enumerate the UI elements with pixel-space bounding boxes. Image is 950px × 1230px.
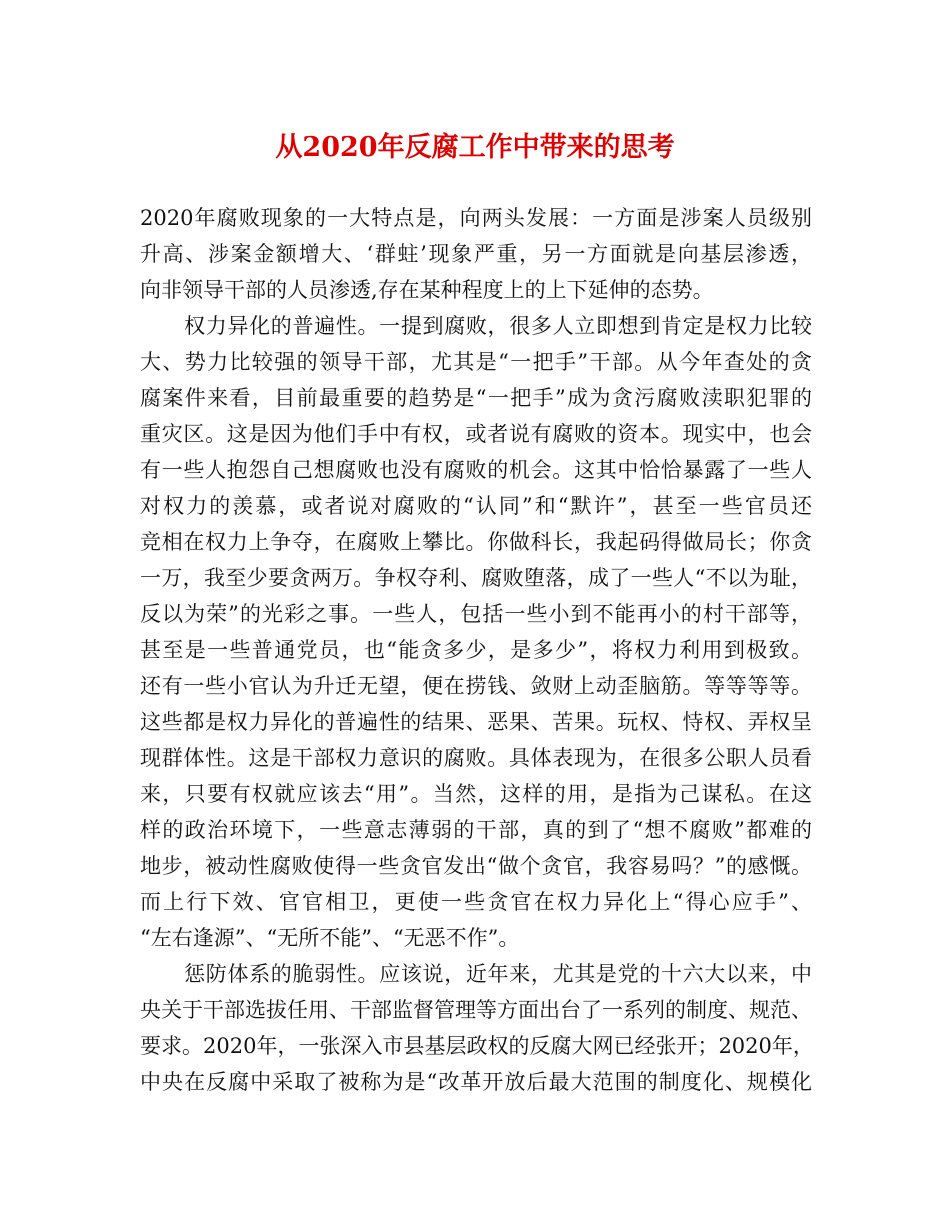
document-body xyxy=(140,200,812,1100)
paragraph xyxy=(140,956,812,1100)
text-line: 2020年腐败现象的一大特点是，向两头发展：一方面是涉案人员级别 xyxy=(140,206,812,230)
text-line: 一万，我至少要贪两万。争权夺利、腐败堕落，成了一些人“不以为耻， xyxy=(140,566,812,590)
text-line: 甚至是一些普通党员，也“能贪多少，是多少”，将权力利用到极致。 xyxy=(140,638,812,662)
text-line: 现群体性。这是干部权力意识的腐败。具体表现为，在很多公职人员看 xyxy=(140,746,812,770)
text-line: 要求。2020年，一张深入市县基层政权的反腐大网已经张开；2020年， xyxy=(140,1034,814,1058)
text-line: 而上行下效、官官相卫，更使一些贪官在权力异化上“得心应手”、 xyxy=(140,890,812,914)
text-line: 腐案件来看，目前最重要的趋势是“一把手”成为贪污腐败渎职犯罪的 xyxy=(140,386,812,410)
paragraph xyxy=(140,308,812,956)
text-line: 向非领导干部的人员渗透,存在某种程度上的上下延伸的态势。 xyxy=(140,278,714,302)
paragraph xyxy=(140,200,812,308)
text-line: “左右逢源”、“无所不能”、“无恶不作”。 xyxy=(140,926,520,950)
text-line: 升高、涉案金额增大、‘群蛀’现象严重，另一方面就是向基层渗透， xyxy=(140,242,812,266)
text-line: 央关于干部选拔任用、干部监督管理等方面出台了一系列的制度、规范、 xyxy=(140,998,812,1022)
text-line: 样的政治环境下，一些意志薄弱的干部，真的到了“想不腐败”都难的 xyxy=(140,818,812,842)
text-line: 竞相在权力上争夺，在腐败上攀比。你做科长，我起码得做局长；你贪 xyxy=(140,530,812,554)
text-line: 重灾区。这是因为他们手中有权，或者说有腐败的资本。现实中，也会 xyxy=(140,422,812,446)
text-line: 惩防体系的脆弱性。应该说，近年来，尤其是党的十六大以来，中 xyxy=(184,962,812,986)
text-line: 有一些人抱怨自己想腐败也没有腐败的机会。这其中恰恰暴露了一些人 xyxy=(140,458,812,482)
text-line: 这些都是权力异化的普遍性的结果、恶果、苦果。玩权、恃权、弄权呈 xyxy=(140,710,812,734)
text-line: 大、势力比较强的领导干部，尤其是“一把手”干部。从今年查处的贪 xyxy=(140,350,812,374)
document-title: 从2020年反腐工作中带来的思考 xyxy=(275,132,675,163)
text-line: 反以为荣”的光彩之事。一些人，包括一些小到不能再小的村干部等， xyxy=(140,602,812,626)
text-line: 还有一些小官认为升迁无望，便在捞钱、敛财上动歪脑筋。等等等等。 xyxy=(140,674,812,698)
text-line: 权力异化的普遍性。一提到腐败，很多人立即想到肯定是权力比较 xyxy=(184,314,812,338)
text-line: 中央在反腐中采取了被称为是“改革开放后最大范围的制度化、规模化 xyxy=(140,1070,812,1094)
text-line: 地步，被动性腐败使得一些贪官发出“做个贪官，我容易吗？”的感慨。 xyxy=(140,854,812,878)
text-line: 来，只要有权就应该去“用”。当然，这样的用，是指为己谋私。在这 xyxy=(140,782,812,806)
text-line: 对权力的羡慕，或者说对腐败的“认同”和“默许”，甚至一些官员还 xyxy=(140,494,812,518)
